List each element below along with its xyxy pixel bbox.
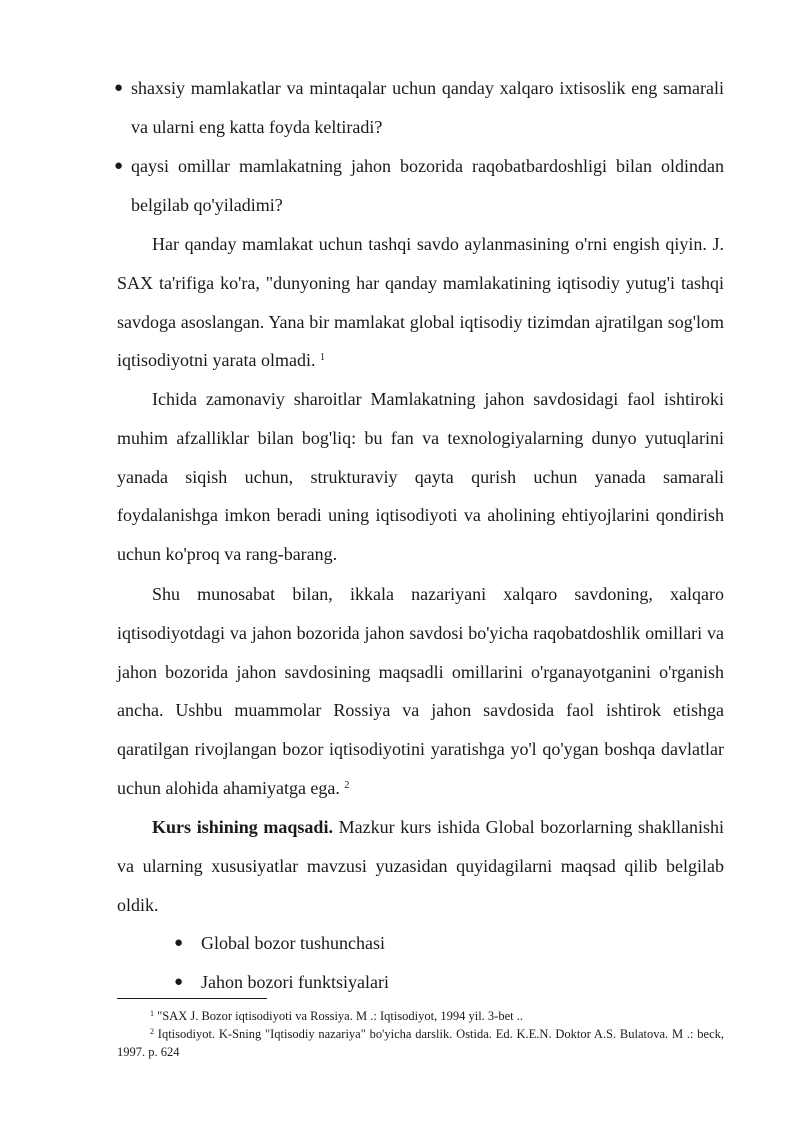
footnote-divider bbox=[117, 998, 267, 999]
paragraph-text: Ichida zamonaviy sharoitlar Mamlakatning jahon savdosidagi faol ishtiroki muhim afzalliklar bilan bog'liq: bu fan va texnologiyalarning dunyo yutuqlarini yanada siqish uchun, strukturaviy qayta qurish uchun yanada samarali foydalanishga imkon beradi uning iqtisodiyoti va aholining ehtiyojlarini qondirish uchun ko'proq va rang-barang. bbox=[117, 389, 724, 565]
list-item bbox=[174, 924, 701, 963]
paragraph bbox=[117, 225, 724, 380]
paragraph-text: Har qanday mamlakat uchun tashqi savdo aylanmasining o'rni engish qiyin. J. SAX ta'rifiga ko'ra, "dunyoning har qanday mamlakatining iqtisodiy yutug'i tashqi savdoga asoslangan. Yana bir mamlakat global iqtisodiy tizimdan ajratilgan sog'lom iqtisodiyotni yarata olmadi. bbox=[117, 234, 724, 371]
footnote-ref[interactable]: 1 bbox=[319, 352, 325, 364]
footnote-text: Iqtisodiyot. K-Sning "Iqtisodiy nazariya" bo'yicha darslik. Ostida. Ed. K.E.N. Doktor A.S. Bulatova. M .: beck, 1997. p. 624 bbox=[117, 1027, 724, 1059]
list-item-text: shaxsiy mamlakatlar va mintaqalar uchun qanday xalqaro ixtisoslik eng samarali va ularni eng katta foyda keltiradi? bbox=[131, 78, 724, 137]
section-heading: Kurs ishining maqsadi. bbox=[152, 817, 333, 837]
footnote-text: "SAX J. Bozor iqtisodiyoti va Rossiya. M .: Iqtisodiyot, 1994 yil. 3-bet .. bbox=[157, 1009, 523, 1023]
paragraph bbox=[117, 575, 724, 808]
list-item bbox=[114, 69, 724, 147]
bullet-icon: ● bbox=[174, 974, 184, 990]
list-item-text: Global bozor tushunchasi bbox=[201, 933, 385, 953]
paragraph-text: Shu munosabat bilan, ikkala nazariyani xalqaro savdoning, xalqaro iqtisodiyotdagi va jahon bozorida jahon savdosi bo'yicha raqobatdoshlik omillari va jahon bozorida jahon savdosining maqsadli omillarini o'rganayotganini o'rganish ancha. Ushbu muammolar Rossiya va jahon savdosida faol ishtirok etishga qaratilgan rivojlangan bozor iqtisodiyotini yaratishga yo'l qo'ygan boshqa davlatlar uchun alohida ahamiyatga ega. bbox=[117, 584, 724, 798]
list-item-text: Jahon bozori funktsiyalari bbox=[201, 972, 389, 992]
paragraph-text: Mazkur kurs ishida Global bozorlarning shakllanishi va ularning xususiyatlar mavzusi yuzasidan quyidagilarni maqsad qilib belgilab oldik. bbox=[117, 817, 724, 915]
paragraph bbox=[117, 380, 724, 574]
list-item bbox=[114, 147, 724, 225]
bullet-icon: ● bbox=[174, 935, 184, 951]
footnote-ref[interactable]: 2 bbox=[344, 779, 350, 791]
list-item-text: qaysi omillar mamlakatning jahon bozorida raqobatbardoshligi bilan oldindan belgilab qo'yiladimi? bbox=[131, 156, 724, 215]
bullet-icon: ● bbox=[114, 158, 124, 174]
footnote-number: 1 bbox=[150, 1009, 154, 1018]
footnote bbox=[117, 1025, 724, 1061]
paragraph bbox=[117, 808, 724, 924]
bullet-icon: ● bbox=[114, 80, 124, 96]
list-item bbox=[174, 963, 701, 1002]
footnote-number: 2 bbox=[150, 1027, 154, 1036]
footnote bbox=[117, 1007, 724, 1025]
